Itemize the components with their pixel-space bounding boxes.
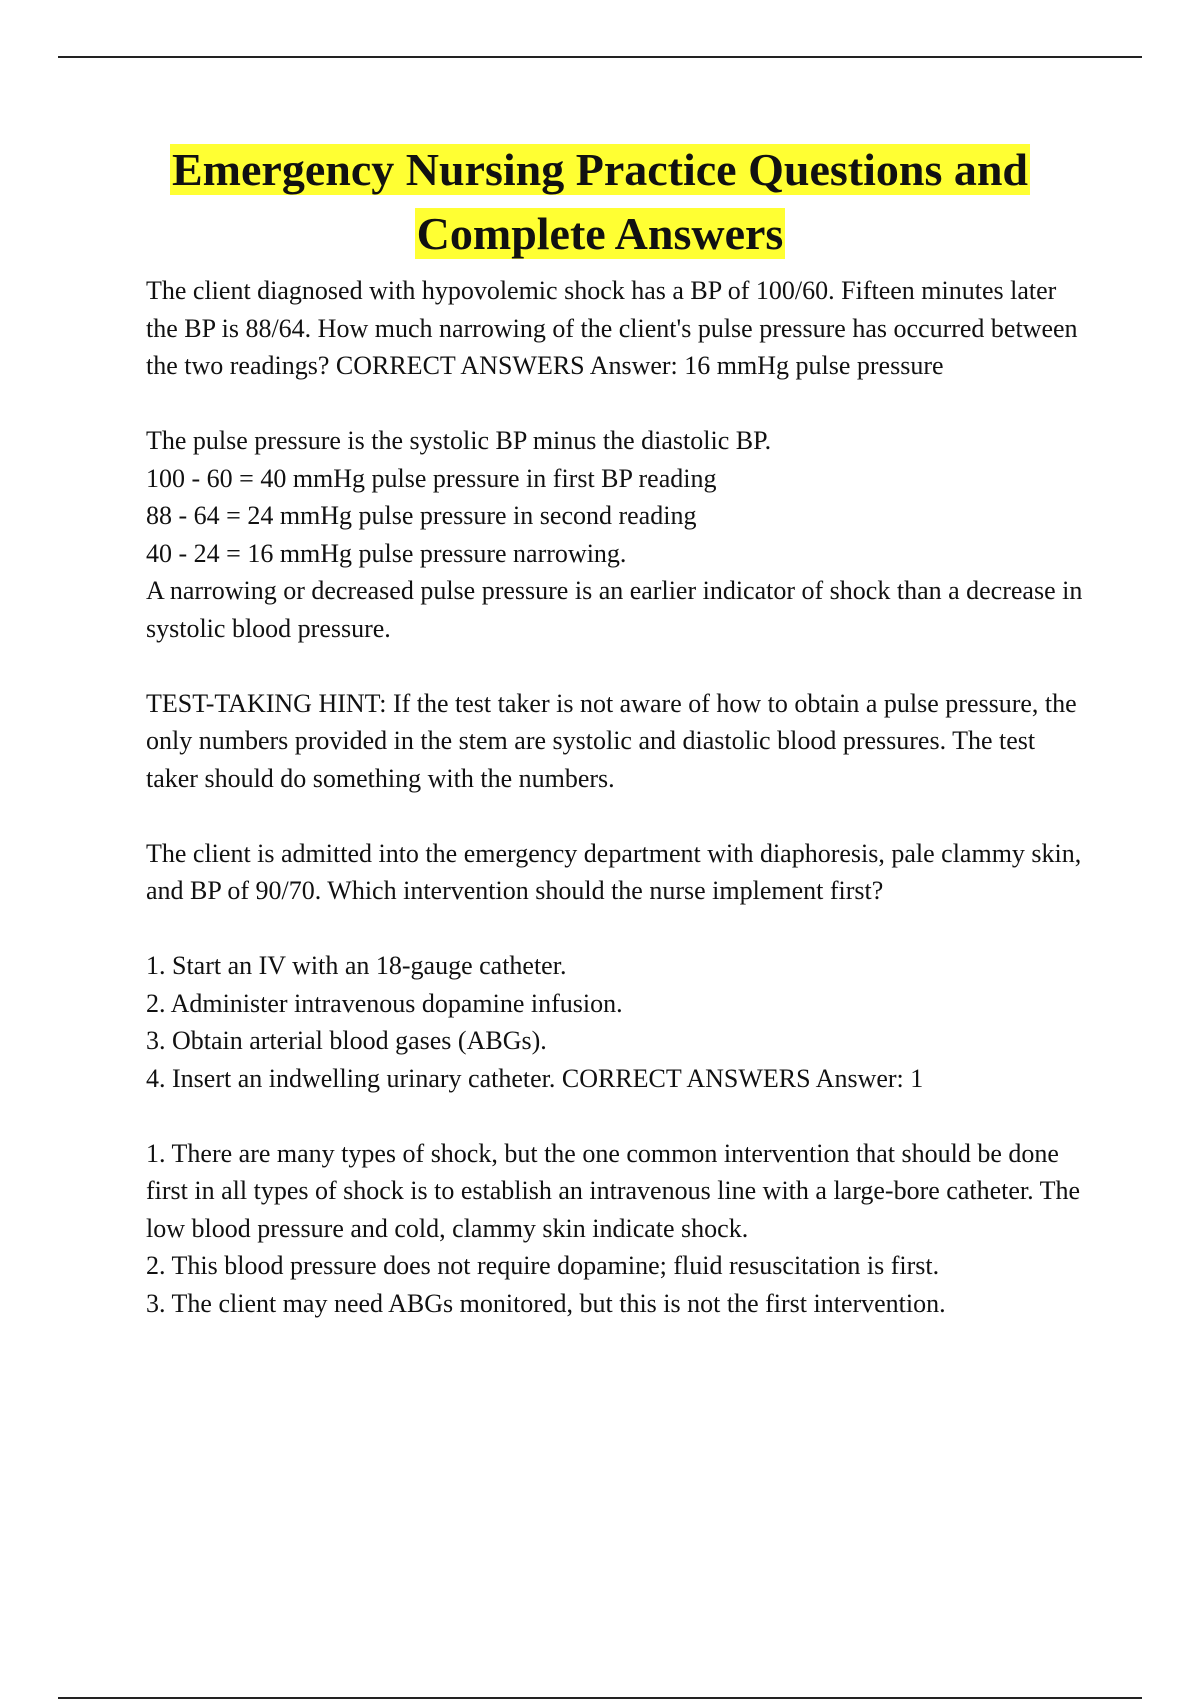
q2-rationale-line: 2. This blood pressure does not require dopamine; fluid resuscitation is first. [146,1251,940,1280]
q2-question: The client is admitted into the emergency department with diaphoresis, pale clammy skin, and BP of 90/70. Which intervention should the nurse implement first? [146,838,1082,905]
paragraph-gap [146,910,1086,948]
title-line-2: Complete Answers [416,208,784,259]
q2-rationale-line: 3. The client may need ABGs monitored, but this is not the first intervention. [146,1288,946,1318]
q1-explanation-line: 100 - 60 = 40 mmHg pulse pressure in first BP reading [146,463,717,493]
q1-explanation-line: 88 - 64 = 24 mmHg pulse pressure in second reading [146,501,697,530]
q1-hint: TEST-TAKING HINT: If the test taker is not aware of how to obtain a pulse pressure, the only numbers provided in the stem are systolic and diastolic blood pressures. The test taker should do something with the numbers. [146,688,1077,793]
q2-option: 4. Insert an indwelling urinary catheter. CORRECT ANSWERS Answer: 1 [146,1063,924,1093]
q2-option: 2. Administer intravenous dopamine infusion. [146,988,623,1018]
paragraph-gap [146,797,1086,835]
q1-explanation-line: The pulse pressure is the systolic BP minus the diastolic BP. [146,426,772,455]
q1-explanation-line: A narrowing or decreased pulse pressure is an earlier indicator of shock than a decrease in systolic blood pressure. [146,576,1083,643]
document-title [0,138,1200,266]
title-line-1: Emergency Nursing Practice Questions and [171,144,1029,195]
paragraph-gap [146,647,1086,685]
q2-option: 3. Obtain arterial blood gases (ABGs). [146,1026,547,1055]
q1-question: The client diagnosed with hypovolemic shock has a BP of 100/60. Fifteen minutes later the BP is 88/64. How much narrowing of the client's pulse pressure has occurred between the two readings? CORRECT ANSWERS Answer: 16 mmHg pulse pressure [146,276,1078,380]
bottom-rule [58,1697,1142,1699]
top-rule [58,56,1142,58]
document-body [146,272,1086,1322]
q2-rationale-line: 1. There are many types of shock, but the one common intervention that should be done first in all types of shock is to establish an intravenous line with a large-bore catheter. The low blood pressure and cold, clammy skin indicate shock. [146,1138,1081,1243]
q1-explanation-line: 40 - 24 = 16 mmHg pulse pressure narrowing. [146,538,627,568]
q2-option: 1. Start an IV with an 18-gauge catheter. [146,951,567,980]
paragraph-gap [146,385,1086,423]
paragraph-gap [146,1097,1086,1135]
